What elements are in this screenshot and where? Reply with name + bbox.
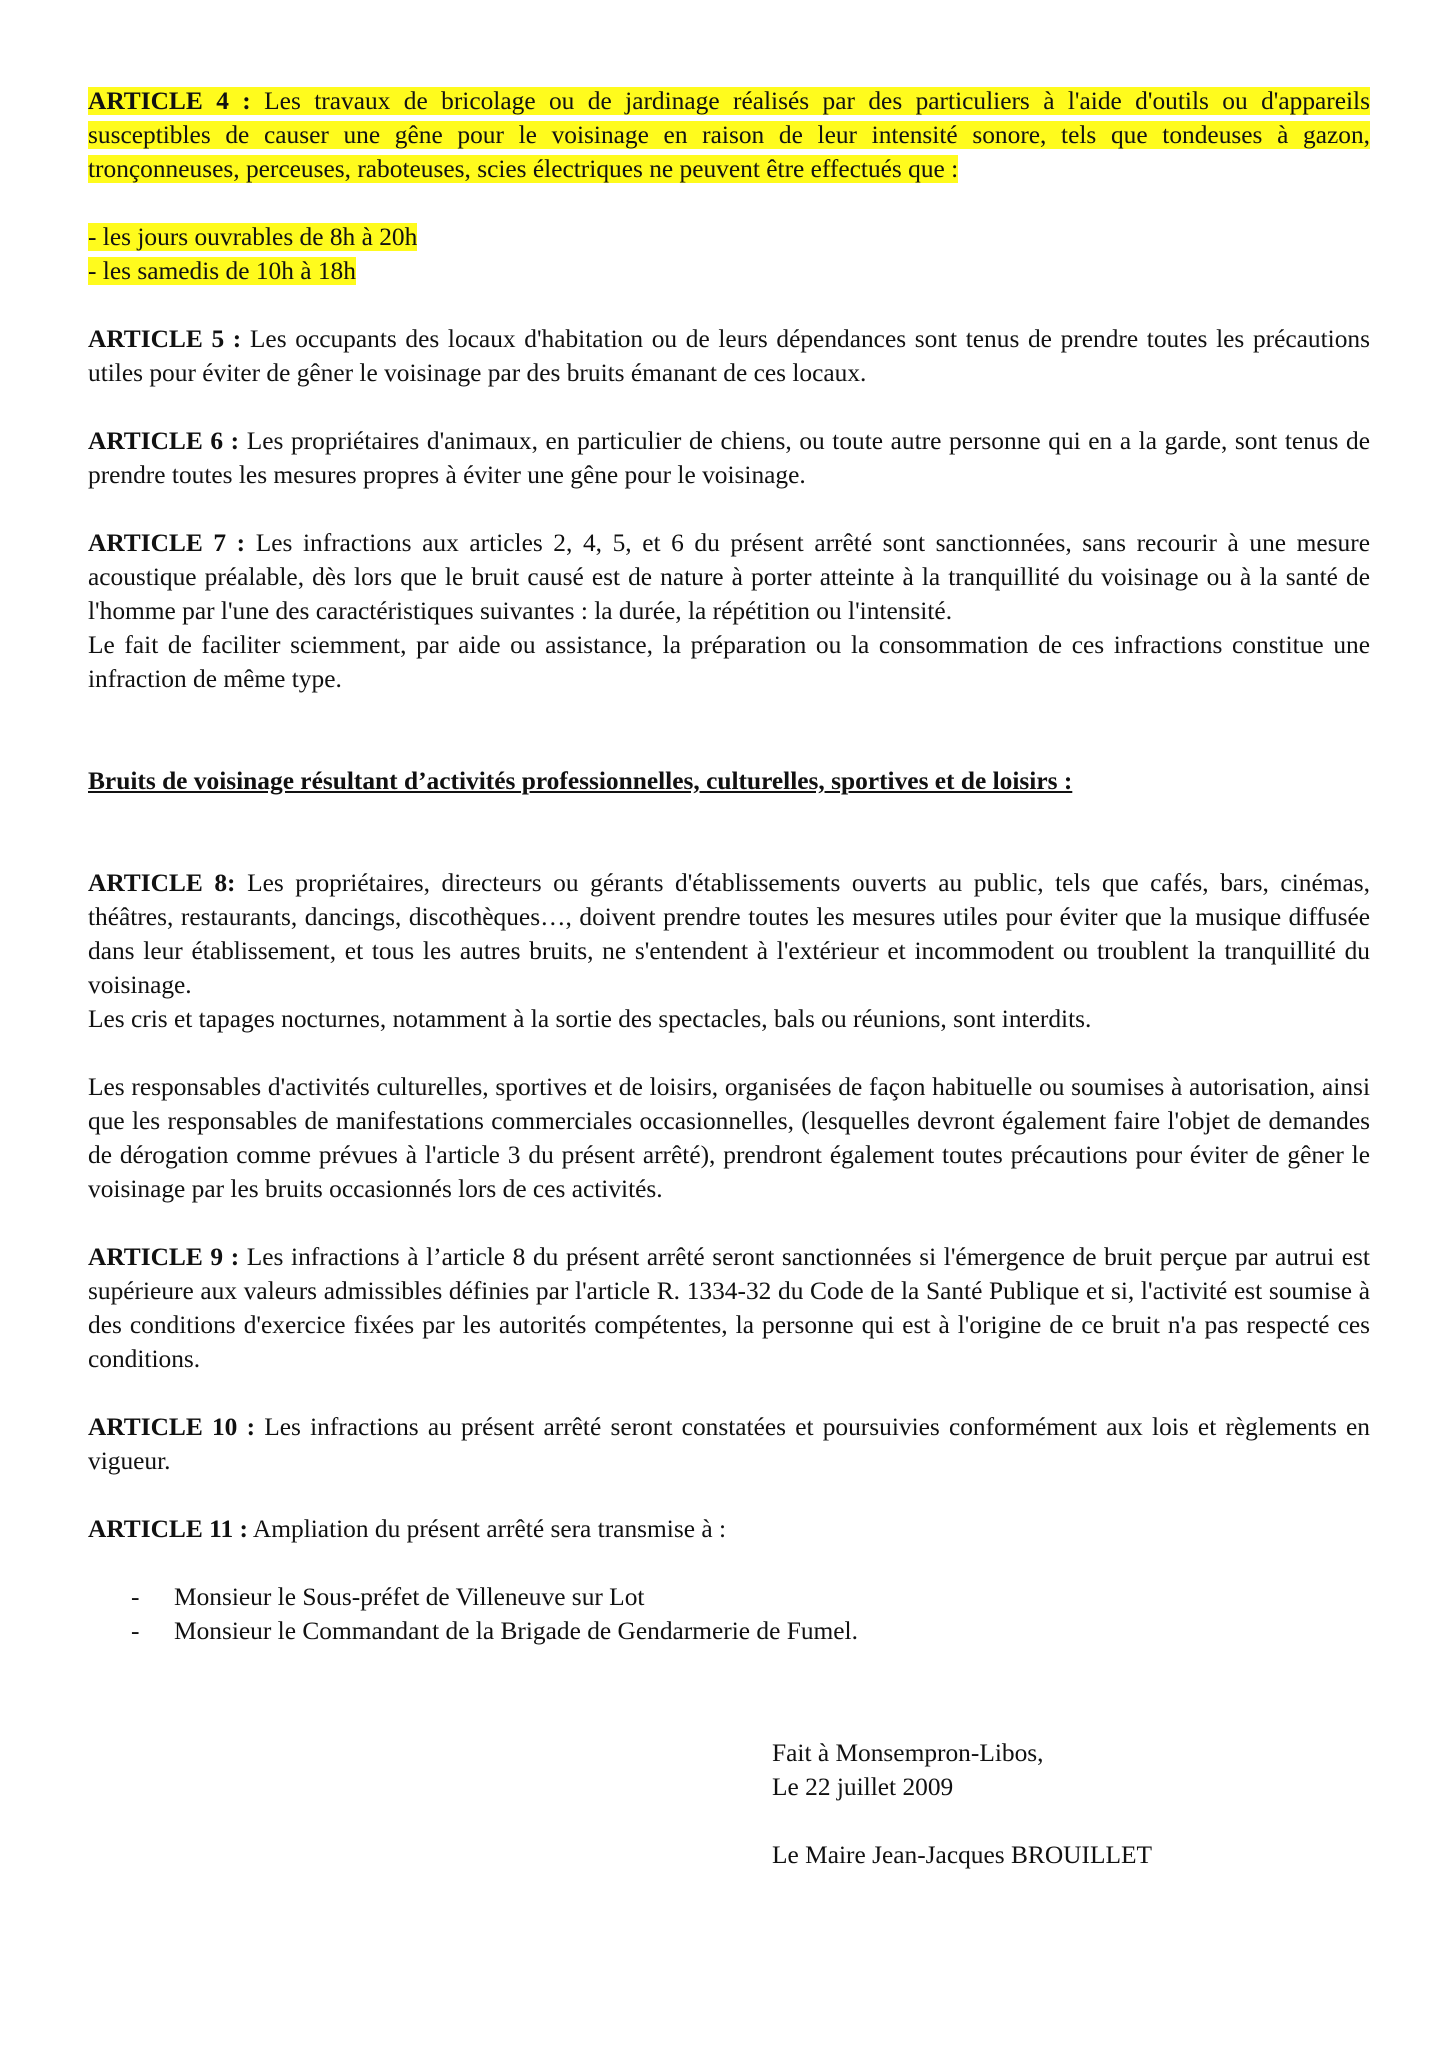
article-4-item-2-text: - les samedis de 10h à 18h [88,257,356,285]
article-4 [88,84,1370,288]
article-8-paragraph-2: Les cris et tapages nocturnes, notamment à la sortie des spectacles, bals ou réunions, sont interdits. [88,1005,1092,1033]
article-7-paragraph-2: Le fait de faciliter sciemment, par aide ou assistance, la préparation ou la consommation de ces infractions constitue une infraction de même type. [88,631,1370,693]
article-4-item-1 [88,220,1370,254]
article-7-paragraph [88,526,1370,628]
article-11-text: Ampliation du présent arrêté sera transmise à : [252,1515,726,1543]
section-heading: Bruits de voisinage résultant d’activités professionnelles, culturelles, sportives et de loisirs : [88,767,1073,795]
article-6 [88,424,1370,492]
article-10-paragraph [88,1410,1370,1478]
article-4-item-1-text: - les jours ouvrables de 8h à 20h [88,223,418,251]
article-8 [88,866,1370,1206]
article-5-text: Les occupants des locaux d'habitation ou de leurs dépendances sont tenus de prendre toutes les précautions utiles pour éviter de gêner le voisinage par des bruits émanant de ces locaux. [88,325,1370,387]
article-9 [88,1240,1370,1376]
article-9-text: Les infractions à l’article 8 du présent arrêté seront sanctionnées si l'émergence de bruit perçue par autrui est supérieure aux valeurs admissibles définies par l'article R. 1334-32 du Code de la Santé Publique et si, l'activité est soumise à des conditions d'exercice fixées par les autorités compétentes, la personne qui est à l'origine de ce bruit n'a pas respecté ces conditions. [88,1243,1370,1373]
recipient-text: Monsieur le Commandant de la Brigade de Gendarmerie de Fumel. [174,1617,858,1645]
article-10-label: ARTICLE 10 : [88,1413,256,1441]
signature-block [772,1736,1370,1872]
article-11 [88,1512,1370,1648]
signature-date: Le 22 juillet 2009 [772,1773,954,1801]
article-7-label: ARTICLE 7 : [88,529,246,557]
article-8-label: ARTICLE 8: [88,869,236,897]
article-4-highlight [88,87,1370,183]
list-dash: - [131,1583,140,1611]
signature-signatory: Le Maire Jean-Jacques BROUILLET [772,1841,1153,1869]
document-page [88,84,1370,1872]
article-10 [88,1410,1370,1478]
article-9-paragraph [88,1240,1370,1376]
article-7 [88,526,1370,696]
article-9-label: ARTICLE 9 : [88,1243,240,1271]
article-11-label: ARTICLE 11 : [88,1515,248,1543]
recipient-list [88,1580,1370,1648]
article-5-label: ARTICLE 5 : [88,325,242,353]
article-6-text: Les propriétaires d'animaux, en particulier de chiens, ou toute autre personne qui en a la garde, sont tenus de prendre toutes les mesures propres à éviter une gêne pour le voisinage. [88,427,1370,489]
article-11-paragraph [88,1512,1370,1546]
article-6-label: ARTICLE 6 : [88,427,240,455]
article-8-paragraph-3: Les responsables d'activités culturelles, sportives et de loisirs, organisées de façon habituelle ou soumises à autorisation, ainsi que les responsables de manifestations commerciales occasionnelles, (lesquelles devront également faire l'objet de demandes de dérogation comme prévues à l'article 3 du présent arrêté), prendront également toutes précautions pour éviter de gêner le voisinage par les bruits occasionnés lors de ces activités. [88,1073,1370,1203]
article-8-paragraph [88,866,1370,1002]
recipient-item [88,1580,1370,1614]
article-8-text: Les propriétaires, directeurs ou gérants d'établissements ouverts au public, tels que cafés, bars, cinémas, théâtres, restaurants, dancings, discothèques…, doivent prendre toutes les mesures utiles pour éviter que la musique diffusée dans leur établissement, et tous les autres bruits, ne s'entendent à l'extérieur et incommodent ou troublent la tranquillité du voisinage. [88,869,1370,999]
signature-place: Fait à Monsempron-Libos, [772,1739,1044,1767]
article-4-label: ARTICLE 4 : [88,87,251,115]
article-10-text: Les infractions au présent arrêté seront constatées et poursuivies conformément aux lois et règlements en vigueur. [88,1413,1370,1475]
article-5 [88,322,1370,390]
recipient-item [88,1614,1370,1648]
recipient-text: Monsieur le Sous-préfet de Villeneuve sur Lot [174,1583,645,1611]
article-7-text: Les infractions aux articles 2, 4, 5, et 6 du présent arrêté sont sanctionnées, sans recourir à une mesure acoustique préalable, dès lors que le bruit causé est de nature à porter atteinte à la tranquillité du voisinage ou à la santé de l'homme par l'une des caractéristiques suivantes : la durée, la répétition ou l'intensité. [88,529,1370,625]
article-4-paragraph [88,84,1370,186]
list-dash: - [131,1617,140,1645]
article-5-paragraph [88,322,1370,390]
article-6-paragraph [88,424,1370,492]
article-4-text: Les travaux de bricolage ou de jardinage réalisés par des particuliers à l'aide d'outils ou d'appareils susceptibles de causer une gêne pour le voisinage en raison de leur intensité sonore, tels que tondeuses à gazon, tronçonneuses, perceuses, raboteuses, scies électriques ne peuvent être effectués que : [88,87,1370,183]
article-4-item-2 [88,254,1370,288]
